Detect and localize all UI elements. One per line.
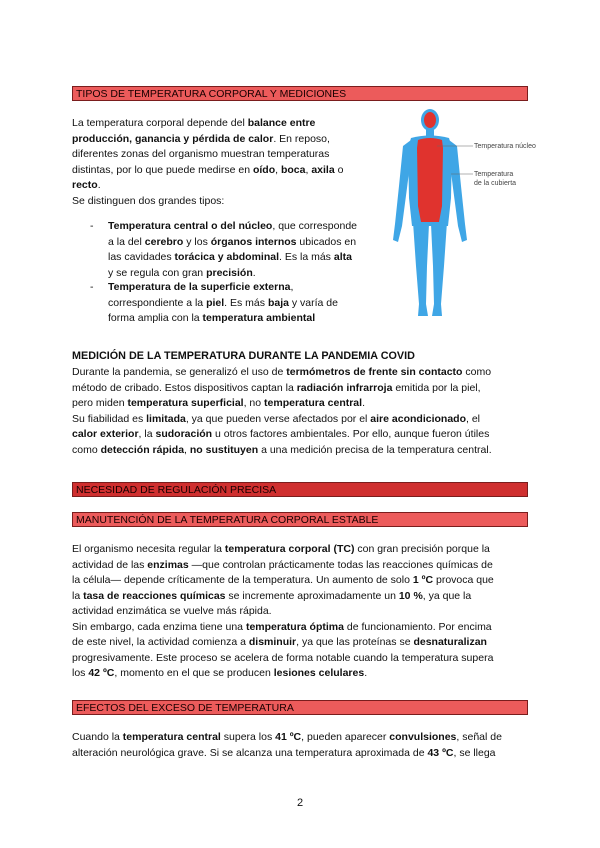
text-line: actividad enzimática se vuelve más rápida. bbox=[72, 605, 272, 617]
section-bar-tipos bbox=[72, 86, 528, 101]
section-bar-efectos bbox=[72, 700, 528, 715]
covid-paragraph bbox=[72, 365, 528, 458]
section-title: TIPOS DE TEMPERATURA CORPORAL Y MEDICIONES bbox=[76, 88, 347, 100]
text-line: correspondiente a la piel. Es más baja y varía de bbox=[108, 296, 338, 309]
efectos-paragraph bbox=[72, 730, 528, 761]
text-line: forma amplia con la temperatura ambiental bbox=[108, 312, 316, 324]
text-line: distintas, por lo que puede medirse en oído, boca, axila o bbox=[72, 163, 344, 176]
text-line: Sin embargo, cada enzima tiene una temperatura óptima de funcionamiento. Por encima bbox=[72, 620, 492, 633]
page-number: 2 bbox=[296, 797, 304, 809]
text-line: recto. bbox=[72, 179, 101, 191]
text-line: El organismo necesita regular la temperatura corporal (TC) con gran precisión porque la bbox=[72, 543, 490, 555]
text-line: actividad de las enzimas —que controlan prácticamente todas las reacciones químicas de bbox=[72, 558, 493, 571]
section-title: MANUTENCIÓN DE LA TEMPERATURA CORPORAL ESTABLE bbox=[76, 514, 379, 526]
text-line: las cavidades torácica y abdominal. Es la más alta bbox=[108, 251, 352, 263]
label-cubierta: Temperatura de la cubierta bbox=[474, 171, 517, 187]
text-line: y se regula con gran precisión. bbox=[108, 266, 256, 279]
section-title: EFECTOS DEL EXCESO DE TEMPERATURA bbox=[76, 702, 294, 714]
section-bar-manutencion bbox=[72, 512, 528, 527]
text-line: a la del cerebro y los órganos internos ubicados en bbox=[108, 235, 357, 248]
section-title: NECESIDAD DE REGULACIÓN PRECISA bbox=[76, 484, 277, 496]
head-core bbox=[424, 112, 436, 128]
text-line: producción, ganancia y pérdida de calor. En reposo, bbox=[72, 132, 330, 145]
text-line: Su fiabilidad es limitada, ya que pueden verse afectados por el aire acondicionado, el bbox=[72, 412, 481, 425]
bullet-dash: - bbox=[90, 220, 94, 232]
text-line: los 42 ºC, momento en el que se producen lesiones celulares. bbox=[72, 667, 368, 679]
text-line: la tasa de reacciones químicas se incremente aproximadamente un 10 %, ya que la bbox=[72, 589, 472, 602]
text-line: método de cribado. Estos dispositivos captan la radiación infrarroja emitida por la piel, bbox=[72, 381, 481, 394]
bullet-dash: - bbox=[90, 281, 94, 293]
text-line: La temperatura corporal depende del balance entre bbox=[72, 117, 316, 129]
core-region bbox=[417, 138, 443, 222]
text-line: Durante la pandemia, se generalizó el uso de termómetros de frente sin contacto como bbox=[72, 366, 492, 378]
text-line: pero miden temperatura superficial, no temperatura central. bbox=[72, 397, 365, 409]
text-line: progresivamente. Este proceso se acelera de forma notable cuando la temperatura supera bbox=[72, 651, 494, 664]
intro-paragraph bbox=[72, 116, 372, 209]
text-line: de este nivel, la actividad comienza a disminuir, ya que las proteínas se desnaturalizan bbox=[72, 636, 487, 648]
text-line: Cuando la temperatura central supera los 41 ºC, pueden aparecer convulsiones, señal de bbox=[72, 731, 502, 743]
text-line: Temperatura de la superficie externa, bbox=[108, 281, 294, 293]
section-bar-necesidad bbox=[72, 482, 528, 497]
text-line: Temperatura central o del núcleo, que corresponde bbox=[108, 220, 358, 232]
manutencion-paragraph bbox=[72, 542, 528, 682]
covid-heading: MEDICIÓN DE LA TEMPERATURA DURANTE LA PANDEMIA COVID bbox=[72, 350, 415, 362]
text-line: la célula— depende críticamente de la temperatura. Un aumento de solo 1 ºC provoca que bbox=[72, 574, 494, 586]
text-line: diferentes zonas del organismo muestran temperaturas bbox=[72, 148, 330, 160]
text-line: Se distinguen dos grandes tipos: bbox=[72, 194, 225, 207]
text-line: calor exterior, la sudoración u otros factores ambientales. Por ello, aunque fueron útiles bbox=[72, 428, 490, 440]
text-line: alteración neurológica grave. Si se alcanza una temperatura aproximada de 43 ºC, se llega bbox=[72, 746, 496, 759]
label-nucleo: Temperatura núcleo bbox=[474, 143, 536, 150]
body-temperature-figure bbox=[385, 106, 475, 321]
text-line: como detección rápida, no sustituyen a una medición precisa de la temperatura central. bbox=[72, 443, 492, 456]
